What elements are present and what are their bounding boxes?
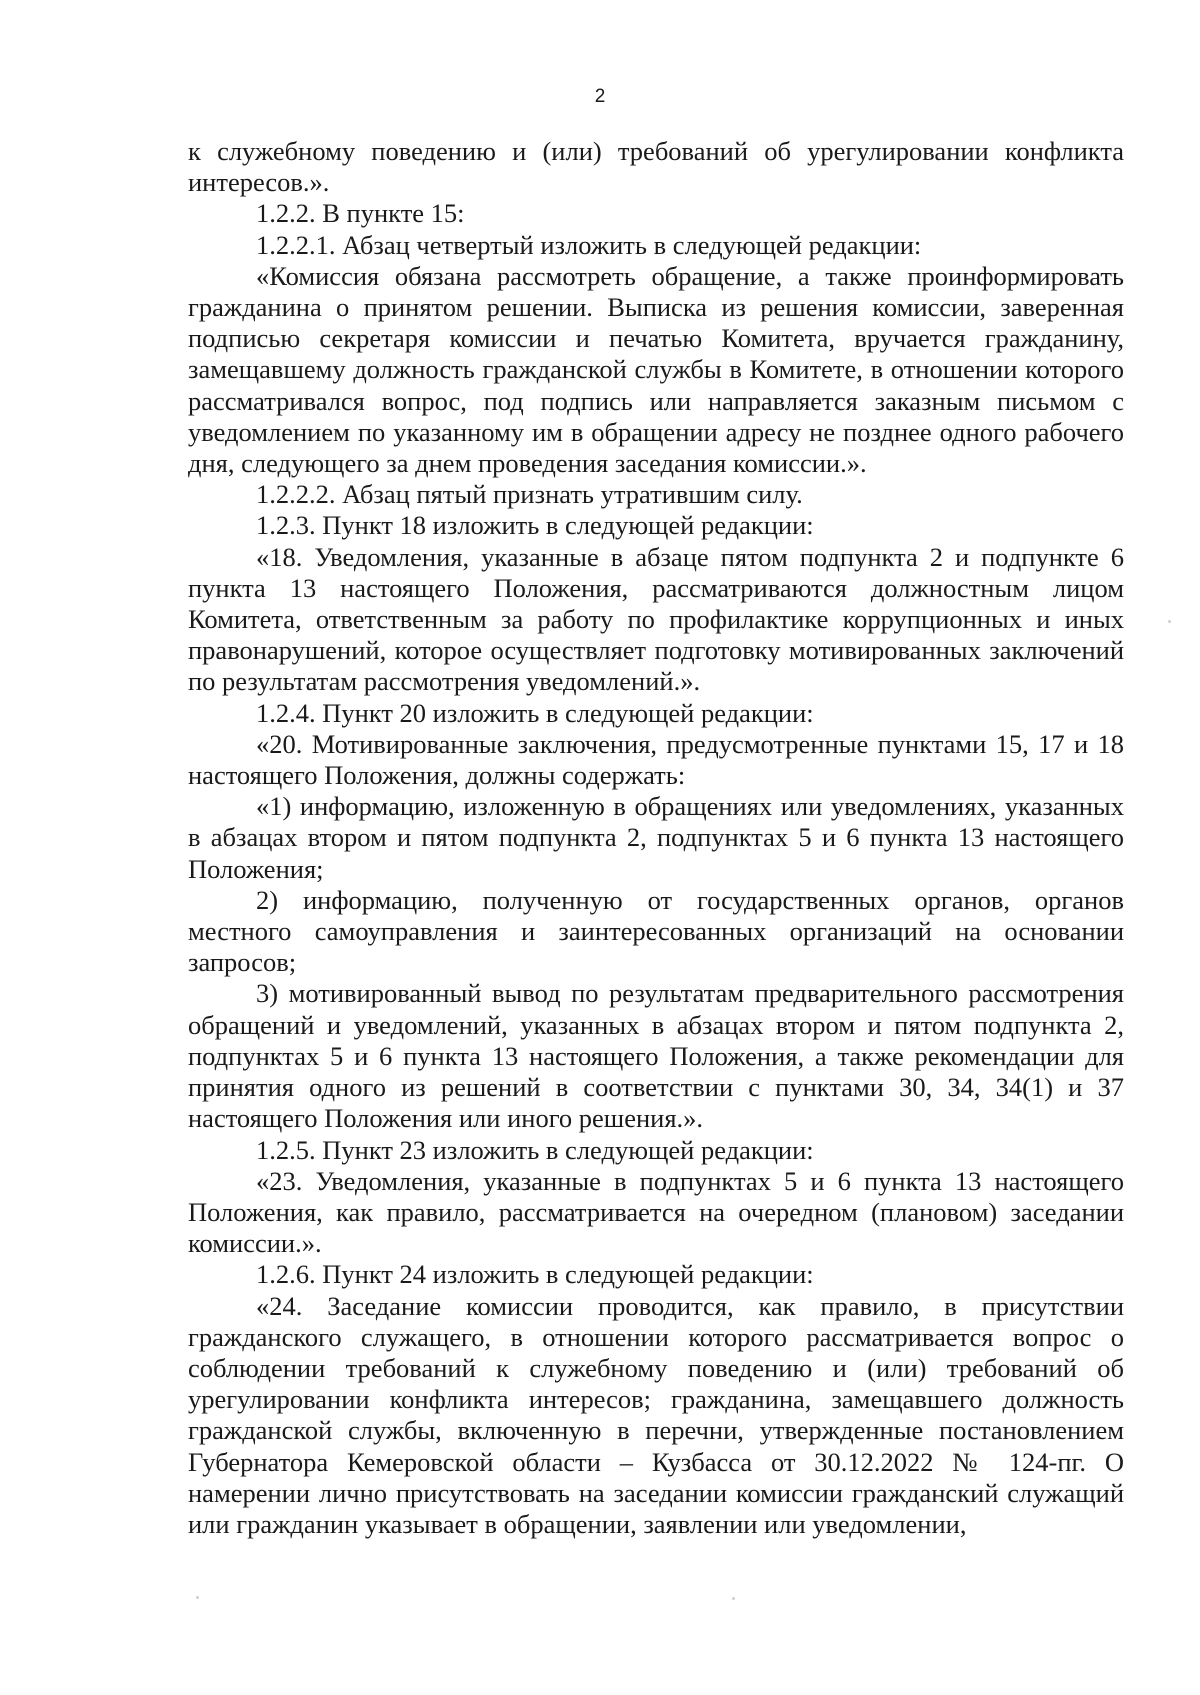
paragraph-continuation: к служебному поведению и (или) требований об урегулировании конфликта интересов.». bbox=[188, 136, 1124, 198]
paragraph-1-2-3: 1.2.3. Пункт 18 изложить в следующей редакции: bbox=[256, 510, 814, 541]
scan-speck bbox=[1168, 620, 1171, 623]
document-body bbox=[188, 136, 1124, 1540]
paragraph-1-2-6: 1.2.6. Пункт 24 изложить в следующей редакции: bbox=[256, 1259, 814, 1290]
scan-speck bbox=[732, 1597, 735, 1600]
paragraph-1-2-2-1: 1.2.2.1. Абзац четвертый изложить в следующей редакции: bbox=[256, 229, 922, 260]
paragraph-quote-18: «18. Уведомления, указанные в абзаце пятом подпункта 2 и подпункте 6 пункта 13 настоящего Положения, рассматриваются должностным лицом Комитета, ответственным за работу по профилактике коррупционных и иных правонарушений, которое осуществляет подготовку мотивированных заключений по результатам рассмотрения уведомлений.». bbox=[188, 541, 1124, 697]
paragraph-item-1: «1) информацию, изложенную в обращениях или уведомлениях, указанных в абзацах втором и пятом подпункта 2, подпунктах 5 и 6 пункта 13 настоящего Положения; bbox=[188, 791, 1124, 884]
paragraph-quote-20: «20. Мотивированные заключения, предусмотренные пунктами 15, 17 и 18 настоящего Положения, должны содержать: bbox=[188, 728, 1124, 791]
scan-speck bbox=[196, 1596, 199, 1599]
paragraph-1-2-2: 1.2.2. В пункте 15: bbox=[256, 198, 465, 229]
paragraph-1-2-2-2: 1.2.2.2. Абзац пятый признать утратившим силу. bbox=[256, 479, 803, 510]
paragraph-quote-23: «23. Уведомления, указанные в подпунктах 5 и 6 пункта 13 настоящего Положения, как правило, рассматривается на очередном (плановом) заседании комиссии.». bbox=[188, 1165, 1124, 1259]
paragraph-quote-24: «24. Заседание комиссии проводится, как правило, в присутствии гражданского служащего, в отношении которого рассматривается вопрос о соблюдении требований к служебному поведению и (или) требований об урегулировании конфликта интересов; гражданина, замещавшего должность гражданской службы, включенную в перечни, утвержденные постановлением Губернатора Кемеровской области – Кузбасса от 30.12.2022 № 124-пг. О намерении лично присутствовать на заседании комиссии гражданский служащий или гражданин указывает в обращении, заявлении или уведомлении, bbox=[188, 1290, 1124, 1539]
paragraph-item-3: 3) мотивированный вывод по результатам предварительного рассмотрения обращений и уведомлений, указанных в абзацах втором и пятом подпункта 2, подпунктах 5 и 6 пункта 13 настоящего Положения, а также рекомендации для принятия одного из решений в соответствии с пунктами 30, 34, 34(1) и 37 настоящего Положения или иного решения.». bbox=[188, 978, 1124, 1134]
paragraph-1-2-4: 1.2.4. Пункт 20 изложить в следующей редакции: bbox=[256, 697, 814, 728]
paragraph-quote-commission: «Комиссия обязана рассмотреть обращение, а также проинформировать гражданина о принятом решении. Выписка из решения комиссии, заверенная подписью секретаря комиссии и печатью Комитета, вручается гражданину, замещавшему должность гражданской службы в Комитете, в отношении которого рассматривался вопрос, под подпись или направляется заказным письмом с уведомлением по указанному им в обращении адресу не позднее одного рабочего дня, следующего за днем проведения заседания комиссии.». bbox=[188, 260, 1124, 479]
paragraph-1-2-5: 1.2.5. Пункт 23 изложить в следующей редакции: bbox=[256, 1134, 814, 1165]
paragraph-item-2: 2) информацию, полученную от государственных органов, органов местного самоуправления и заинтересованных организаций на основании запросов; bbox=[188, 884, 1124, 978]
page-number: 2 bbox=[594, 86, 606, 107]
